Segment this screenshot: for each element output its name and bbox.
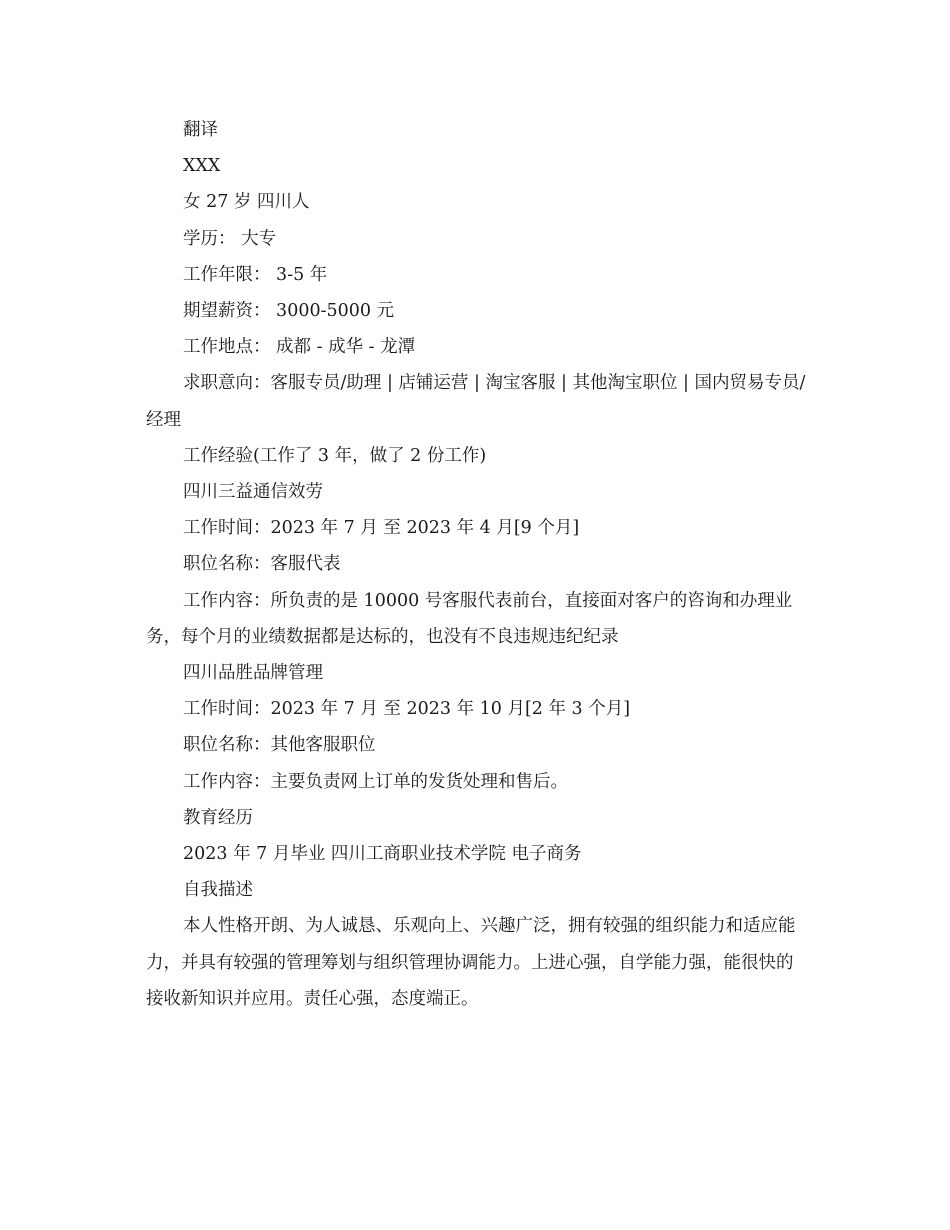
job-1-period: 工作时间：2023 年 7 月 至 2023 年 4 月[9 个月] — [183, 518, 580, 539]
job-1-company: 四川三益通信效劳 — [183, 482, 323, 503]
self-description-heading: 自我描述 — [183, 880, 253, 901]
self-description: 本人性格开朗、为人诚恳、乐观向上、兴趣广泛，拥有较强的组织能力和适应能力，并具有较强的管理筹划与组织管理协调能力。上进心强，自学能力强，能很快的接收新知识并应用。责任心强，态度端正。 — [146, 916, 796, 1009]
job-intention: 求职意向：客服专员/助理 | 店铺运营 | 淘宝客服 | 其他淘宝职位 | 国内贸易专员/经理 — [146, 373, 806, 430]
expected-salary: 期望薪资： 3000-5000 元 — [183, 301, 395, 322]
job-2-position: 职位名称：其他客服职位 — [183, 735, 376, 756]
experience-heading: 工作经验(工作了 3 年，做了 2 份工作) — [183, 445, 487, 466]
education-heading: 教育经历 — [183, 807, 253, 828]
education-level: 学历： 大专 — [183, 228, 277, 249]
work-years: 工作年限： 3-5 年 — [183, 264, 328, 285]
job-2-company: 四川品胜品牌管理 — [183, 663, 323, 684]
resume-title: 翻译 — [183, 120, 218, 140]
job-2-period: 工作时间：2023 年 7 月 至 2023 年 10 月[2 年 3 个月] — [183, 699, 631, 720]
education-entry: 2023 年 7 月毕业 四川工商职业技术学院 电子商务 — [183, 844, 582, 865]
job-1-content: 工作内容：所负责的是 10000 号客服代表前台，直接面对客户的咨询和办理业务，每个月的业绩数据都是达标的，也没有不良违规违纪纪录 — [146, 590, 793, 647]
basic-info: 女 27 岁 四川人 — [183, 192, 310, 213]
work-location: 工作地点： 成都 - 成华 - 龙潭 — [183, 337, 416, 358]
job-2-content: 工作内容：主要负责网上订单的发货处理和售后。 — [183, 771, 568, 792]
job-1-position: 职位名称：客服代表 — [183, 554, 341, 575]
resume-body — [146, 112, 810, 1017]
candidate-name: XXX — [183, 156, 221, 177]
